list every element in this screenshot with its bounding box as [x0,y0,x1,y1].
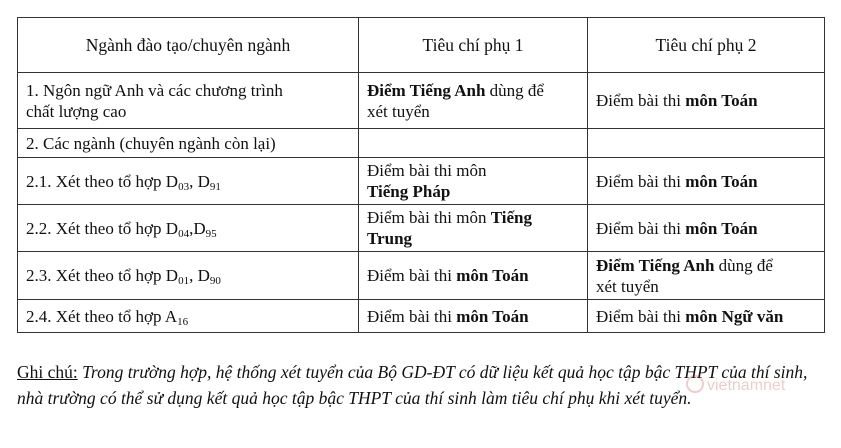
nganh-cell [18,158,359,205]
bold-text: môn Toán [685,218,758,238]
bold-text: môn Toán [456,266,529,285]
text: Điểm bài thi [596,91,686,110]
subscript: 03 [178,180,190,193]
subscript: 04 [178,227,190,240]
criteria-table [17,17,825,333]
text: Điểm bài thi [367,306,457,326]
subscript: 90 [209,275,221,287]
bold-text: Điểm Tiếng Anh [367,80,486,100]
table-row [18,158,825,205]
table-row [18,73,825,129]
subscript: 91 [209,180,221,193]
text: , D [189,171,210,191]
bold-text: môn Ngữ văn [685,306,784,326]
text: 2.4. Xét theo tổ hợp A [26,306,178,326]
bold-text: Trung [367,229,413,248]
table-row [18,300,825,333]
tieu-chi-2-cell [588,129,825,158]
tieu-chi-1-cell [359,300,588,333]
tieu-chi-1-cell [359,205,588,252]
text: Điểm bài thi [596,218,686,238]
subscript: 95 [205,227,217,240]
tieu-chi-1-cell [359,73,588,129]
bold-text: môn Toán [456,306,529,326]
text: dùng để [714,255,773,275]
text: ,D [189,218,206,238]
text: dùng để [485,80,544,100]
nganh-text: 1. Ngôn ngữ Anh và các chương trình [26,80,283,100]
text: Điểm bài thi [596,306,686,326]
table-row [18,252,825,300]
bold-text: Điểm Tiếng Anh [596,255,715,275]
nganh-cell [18,252,359,300]
tieu-chi-1-cell [359,158,588,205]
subscript: 16 [177,315,189,328]
text: Điểm bài thi môn [367,161,487,180]
watermark-logo [683,369,803,399]
note-label: Ghi chú: [17,362,78,382]
subscript: 01 [178,275,190,287]
nganh-cell [18,300,359,333]
tieu-chi-1-cell [359,252,588,300]
watermark-text: vietnamnet [707,377,786,394]
header-tieu-chi-1: Tiêu chí phụ 1 [359,18,588,73]
tieu-chi-2-cell [588,300,825,333]
nganh-cell: 2. Các ngành (chuyên ngành còn lại) [18,129,359,158]
table-row [18,129,825,158]
text: xét tuyển [596,276,659,296]
bold-text: môn Toán [685,171,758,191]
table-row [18,205,825,252]
text: Điểm bài thi [596,171,686,191]
bold-text: môn Toán [685,91,758,110]
tieu-chi-2-cell [588,158,825,205]
tieu-chi-2-cell [588,73,825,129]
text: xét tuyển [367,101,430,121]
text: 2.2. Xét theo tổ hợp D [26,218,179,238]
text: , D [189,266,210,285]
bold-text: Tiếng [490,208,532,227]
header-nganh: Ngành đào tạo/chuyên ngành [18,18,359,73]
note-text: Trong trường hợp, hệ thống xét tuyển của Bộ GD-ĐT có dữ liệu kết quả học tập bậc THPT của thí sinh, nhà trường có thể sử dụng kết quả học tập bậc THPT của thí sinh làm tiêu chí phụ khi xét tuyển. [17,362,808,408]
text: Điểm bài thi môn [367,208,491,227]
header-tieu-chi-2: Tiêu chí phụ 2 [588,18,825,73]
nganh-cell [18,205,359,252]
tieu-chi-2-cell [588,205,825,252]
text: 2.3. Xét theo tổ hợp D [26,266,179,285]
nganh-text: chất lượng cao [26,101,127,121]
bold-text: Tiếng Pháp [367,182,451,201]
nganh-cell [18,73,359,129]
text: Điểm bài thi [367,266,457,285]
tieu-chi-2-cell [588,252,825,300]
tieu-chi-1-cell [359,129,588,158]
table-header-row [18,18,825,73]
text: 2.1. Xét theo tổ hợp D [26,171,179,191]
